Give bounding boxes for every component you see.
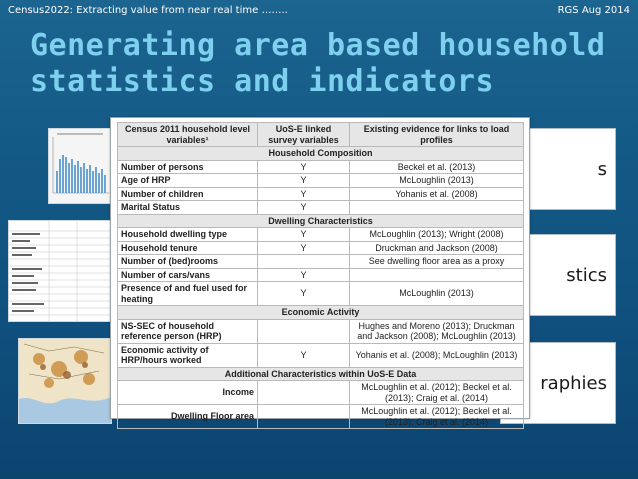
table-row [118,201,524,215]
linked-flag-cell: Y [258,174,350,188]
load-profile-chart-thumbnail [48,128,112,204]
table-row [118,160,524,174]
evidence-cell [350,268,524,282]
section-title: Dwelling Characteristics [118,214,524,228]
linked-flag-cell [258,381,350,405]
table-row [118,241,524,255]
slide-title [30,28,630,100]
table-row [118,255,524,269]
variable-cell: Household dwelling type [118,228,258,242]
table-row [118,268,524,282]
table-row [118,343,524,367]
variable-cell: Number of persons [118,160,258,174]
linked-flag-cell [258,405,350,429]
right-box-1-text: s [597,158,607,180]
linked-flag-cell: Y [258,160,350,174]
variables-table-panel [110,117,530,427]
header-census-variables: Census 2011 household level variables¹ [118,123,258,147]
variable-cell: Marital Status [118,201,258,215]
table-row [118,405,524,429]
area-map-image [19,339,111,423]
linked-flag-cell [258,319,350,343]
load-profile-chart-image [49,129,111,203]
evidence-cell: McLoughlin (2013) [350,174,524,188]
variable-cell: Economic activity of HRP/hours worked [118,343,258,367]
area-map-thumbnail [18,338,112,424]
variable-cell: NS-SEC of household reference person (HRP) [118,319,258,343]
table-row [118,174,524,188]
evidence-cell: Druckman and Jackson (2008) [350,241,524,255]
evidence-cell [350,201,524,215]
variables-table-image [9,221,111,321]
right-box-3-text: raphies [540,372,607,394]
header-uos-e-variables: UoS-E linked survey variables [258,123,350,147]
variables-table [117,122,524,429]
table-row [118,319,524,343]
table-header-row [118,123,524,147]
linked-flag-cell: Y [258,228,350,242]
evidence-cell: Beckel et al. (2013) [350,160,524,174]
variable-cell: Presence of and fuel used for heating [118,282,258,306]
linked-flag-cell [258,255,350,269]
evidence-cell: Yohanis et al. (2008) [350,187,524,201]
section-title: Additional Characteristics within UoS-E Data [118,367,524,381]
variable-cell: Household tenure [118,241,258,255]
evidence-cell: Yohanis et al. (2008); McLoughlin (2013) [350,343,524,367]
variable-cell: Number of children [118,187,258,201]
table-row [118,282,524,306]
linked-flag-cell: Y [258,241,350,255]
header-evidence: Existing evidence for links to load profiles [350,123,524,147]
right-box-2-text: stics [566,264,607,286]
evidence-cell: McLoughlin et al. (2012); Beckel et al. (2013); Craig et al. (2014) [350,405,524,429]
header-right: RGS Aug 2014 [557,5,630,16]
linked-flag-cell: Y [258,343,350,367]
evidence-cell: McLoughlin et al. (2012); Beckel et al. (2013); Craig et al. (2014) [350,381,524,405]
evidence-cell: McLoughlin (2013) [350,282,524,306]
section-title: Economic Activity [118,306,524,320]
evidence-cell: McLoughlin (2013); Wright (2008) [350,228,524,242]
variable-cell: Dwelling Floor area [118,405,258,429]
title-line-1: Generating area based household [30,28,606,63]
linked-flag-cell: Y [258,201,350,215]
variable-cell: Number of (bed)rooms [118,255,258,269]
header-left: Census2022: Extracting value from near real time …….. [8,5,288,16]
variables-table-thumbnail [8,220,112,322]
linked-flag-cell: Y [258,187,350,201]
linked-flag-cell: Y [258,268,350,282]
variable-cell: Number of cars/vans [118,268,258,282]
section-header-row [118,367,524,381]
section-header-row [118,214,524,228]
section-title: Household Composition [118,147,524,161]
section-header-row [118,147,524,161]
table-row [118,381,524,405]
table-row [118,228,524,242]
variable-cell: Age of HRP [118,174,258,188]
variable-cell: Income [118,381,258,405]
table-row [118,187,524,201]
section-header-row [118,306,524,320]
linked-flag-cell: Y [258,282,350,306]
evidence-cell: Hughes and Moreno (2013); Druckman and Jackson (2008); McLoughlin (2013) [350,319,524,343]
title-line-2: statistics and indicators [30,64,495,99]
evidence-cell: See dwelling floor area as a proxy [350,255,524,269]
